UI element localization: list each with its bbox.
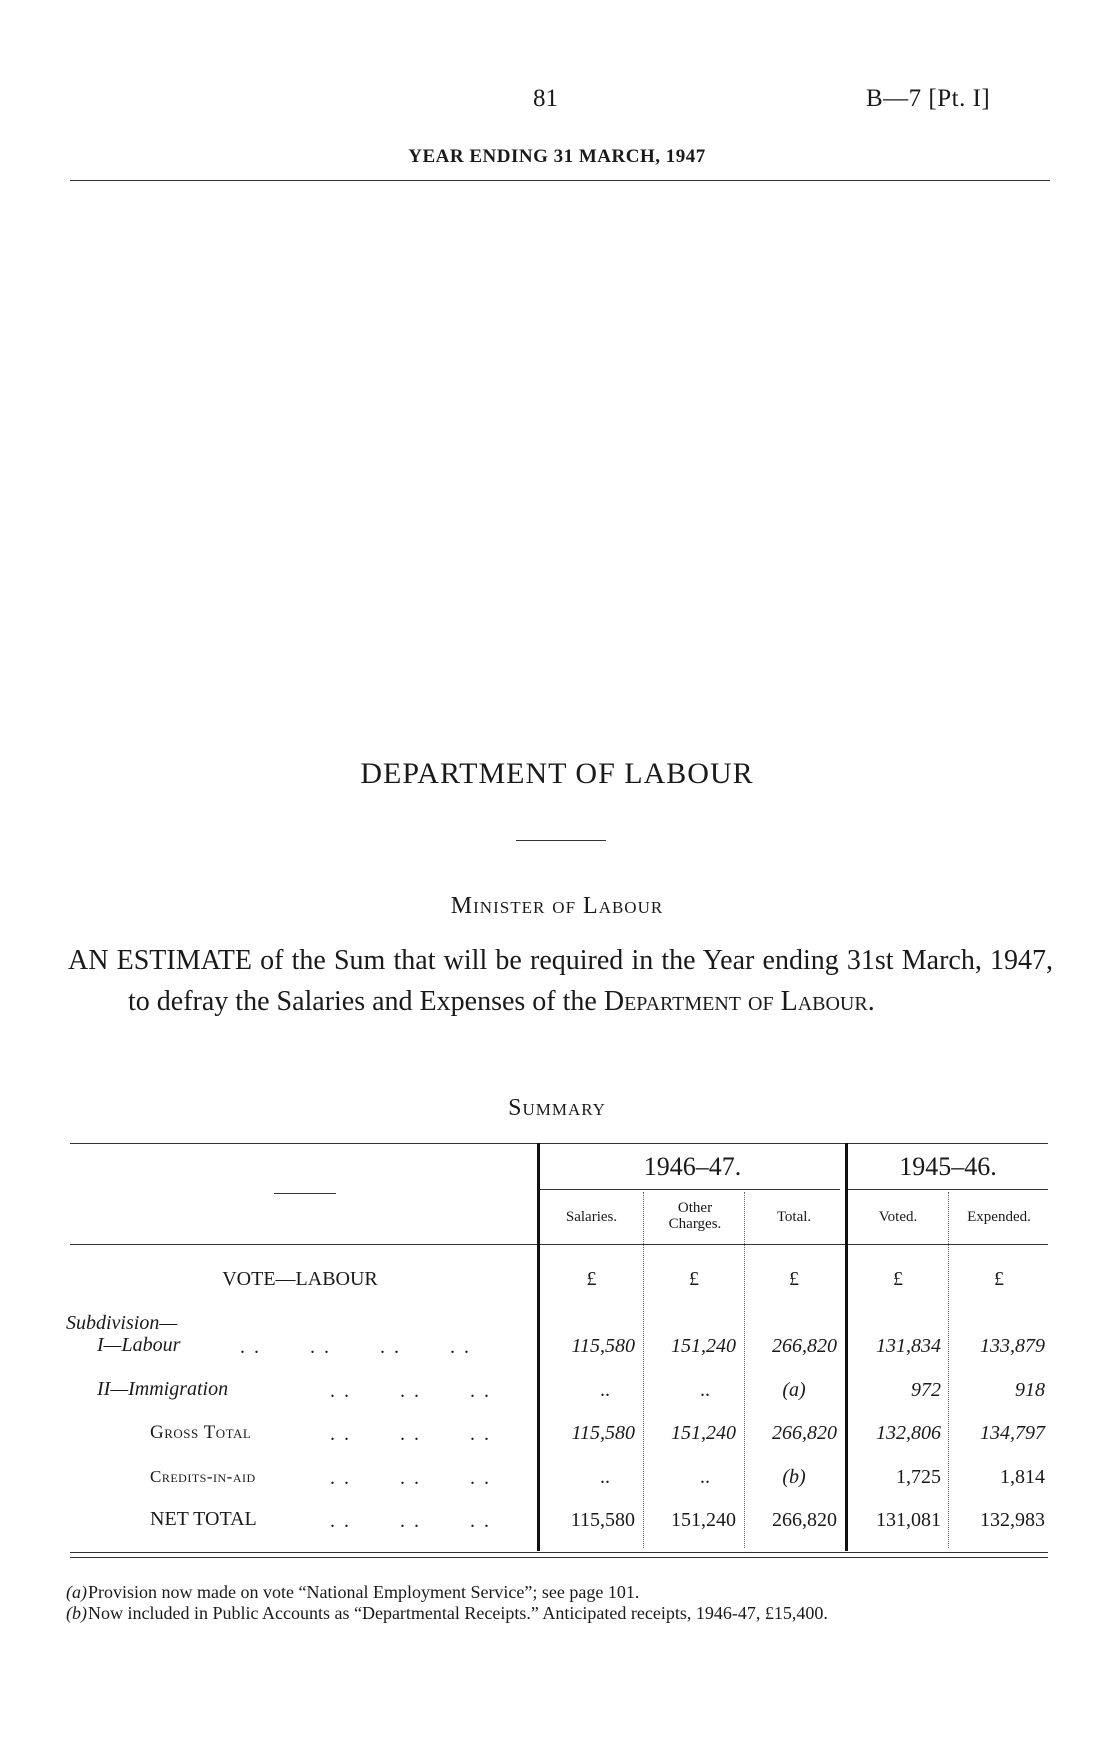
- document-reference: B—7 [Pt. I]: [866, 85, 991, 112]
- table-bottom-rule: [70, 1552, 1048, 1553]
- running-head: YEAR ENDING 31 MARCH, 1947: [408, 146, 706, 167]
- cell-total: 266,820: [772, 1509, 837, 1531]
- title-divider: [516, 840, 606, 841]
- cell-other-charges: ..: [700, 1379, 710, 1401]
- cell-total: (a): [782, 1379, 806, 1401]
- cell-voted: 1,725: [896, 1466, 941, 1488]
- cell-other-charges: ..: [700, 1466, 710, 1488]
- cell-salaries: ..: [600, 1466, 610, 1488]
- cell-salaries: 115,580: [571, 1422, 635, 1444]
- cell-salaries: 115,580: [571, 1335, 635, 1357]
- year-previous-header: 1945–46.: [899, 1152, 997, 1181]
- header-bottom-rule: [70, 1244, 1048, 1245]
- currency-voted: £: [893, 1268, 903, 1290]
- cell-expended: 132,983: [980, 1509, 1045, 1531]
- footnotes: [66, 1582, 1056, 1624]
- header-rule: [70, 180, 1050, 181]
- currency-other-charges: £: [689, 1268, 699, 1290]
- row-label: Gross Total: [150, 1422, 252, 1443]
- summary-heading: Summary: [508, 1095, 606, 1121]
- department-title: DEPARTMENT OF LABOUR: [360, 757, 754, 790]
- column-header-voted: Voted.: [878, 1209, 918, 1225]
- currency-expended: £: [994, 1268, 1004, 1290]
- row-label: I—Labour: [97, 1334, 181, 1356]
- cell-total: (b): [782, 1466, 806, 1488]
- voted-column-divider: [948, 1192, 949, 1548]
- year-underline-previous: [848, 1189, 1048, 1190]
- cell-other-charges: 151,240: [671, 1509, 736, 1531]
- cell-total: 266,820: [772, 1422, 837, 1444]
- row-label: Credits-in-aid: [150, 1467, 256, 1486]
- cell-total: 266,820: [772, 1335, 837, 1357]
- table-top-rule: [70, 1143, 1048, 1144]
- footnote-text: Now included in Public Accounts as “Departmental Receipts.” Anticipated receipts, 1946-47, £15,400.: [88, 1603, 828, 1623]
- cell-expended: 134,797: [980, 1422, 1045, 1444]
- subdivision-label: Subdivision—: [66, 1312, 178, 1334]
- cell-voted: 972: [911, 1379, 941, 1401]
- cell-expended: 1,814: [1000, 1466, 1045, 1488]
- column-header-expended: Expended.: [967, 1209, 1031, 1225]
- table-bottom-rule-double: [70, 1557, 1048, 1558]
- year-current-header: 1946–47.: [643, 1152, 742, 1181]
- column-header-total: Total.: [776, 1209, 812, 1225]
- year-underline-current: [540, 1189, 840, 1190]
- row-label: NET TOTAL: [150, 1508, 257, 1530]
- cell-expended: 133,879: [980, 1335, 1045, 1357]
- footnote-mark: (a): [66, 1582, 87, 1602]
- estimate-text: of the Sum that will be required in the Year ending 31st March, 1947, to defray the Salaries and Expenses of the: [128, 945, 1053, 1017]
- page-number: 81: [533, 85, 558, 112]
- estimate-paragraph: [68, 940, 1053, 1022]
- footnote: [66, 1603, 1056, 1624]
- footnote: [66, 1582, 1056, 1603]
- estimate-lead: AN ESTIMATE: [68, 945, 252, 976]
- leader-dots: . . . . . .: [330, 1423, 491, 1445]
- leader-dots: . . . . . . . .: [240, 1336, 471, 1358]
- cell-voted: 131,834: [876, 1335, 941, 1357]
- stub-header-dash: [274, 1193, 336, 1194]
- currency-salaries: £: [586, 1268, 597, 1290]
- leader-dots: . . . . . .: [330, 1510, 491, 1532]
- other-column-divider: [744, 1192, 745, 1548]
- footnote-text: Provision now made on vote “National Employment Service”; see page 101.: [88, 1582, 640, 1602]
- footnote-mark: (b): [66, 1603, 87, 1623]
- column-header-salaries: Salaries.: [565, 1209, 618, 1225]
- cell-salaries: ..: [600, 1379, 610, 1401]
- salaries-column-divider: [643, 1192, 644, 1548]
- estimate-department: Department of Labour.: [603, 986, 875, 1017]
- cell-salaries: 115,580: [570, 1509, 635, 1531]
- cell-voted: 131,081: [876, 1509, 941, 1531]
- currency-total: £: [789, 1268, 799, 1290]
- leader-dots: . . . . . .: [330, 1380, 491, 1402]
- cell-other-charges: 151,240: [671, 1422, 736, 1444]
- cell-other-charges: 151,240: [671, 1335, 736, 1357]
- cell-expended: 918: [1015, 1379, 1045, 1401]
- cell-voted: 132,806: [876, 1422, 941, 1444]
- minister-heading: Minister of Labour: [450, 893, 664, 919]
- column-header-other-charges: Other Charges.: [668, 1200, 722, 1232]
- vote-label: VOTE—LABOUR: [222, 1268, 378, 1290]
- row-label: II—Immigration: [97, 1378, 229, 1400]
- leader-dots: . . . . . .: [330, 1467, 491, 1489]
